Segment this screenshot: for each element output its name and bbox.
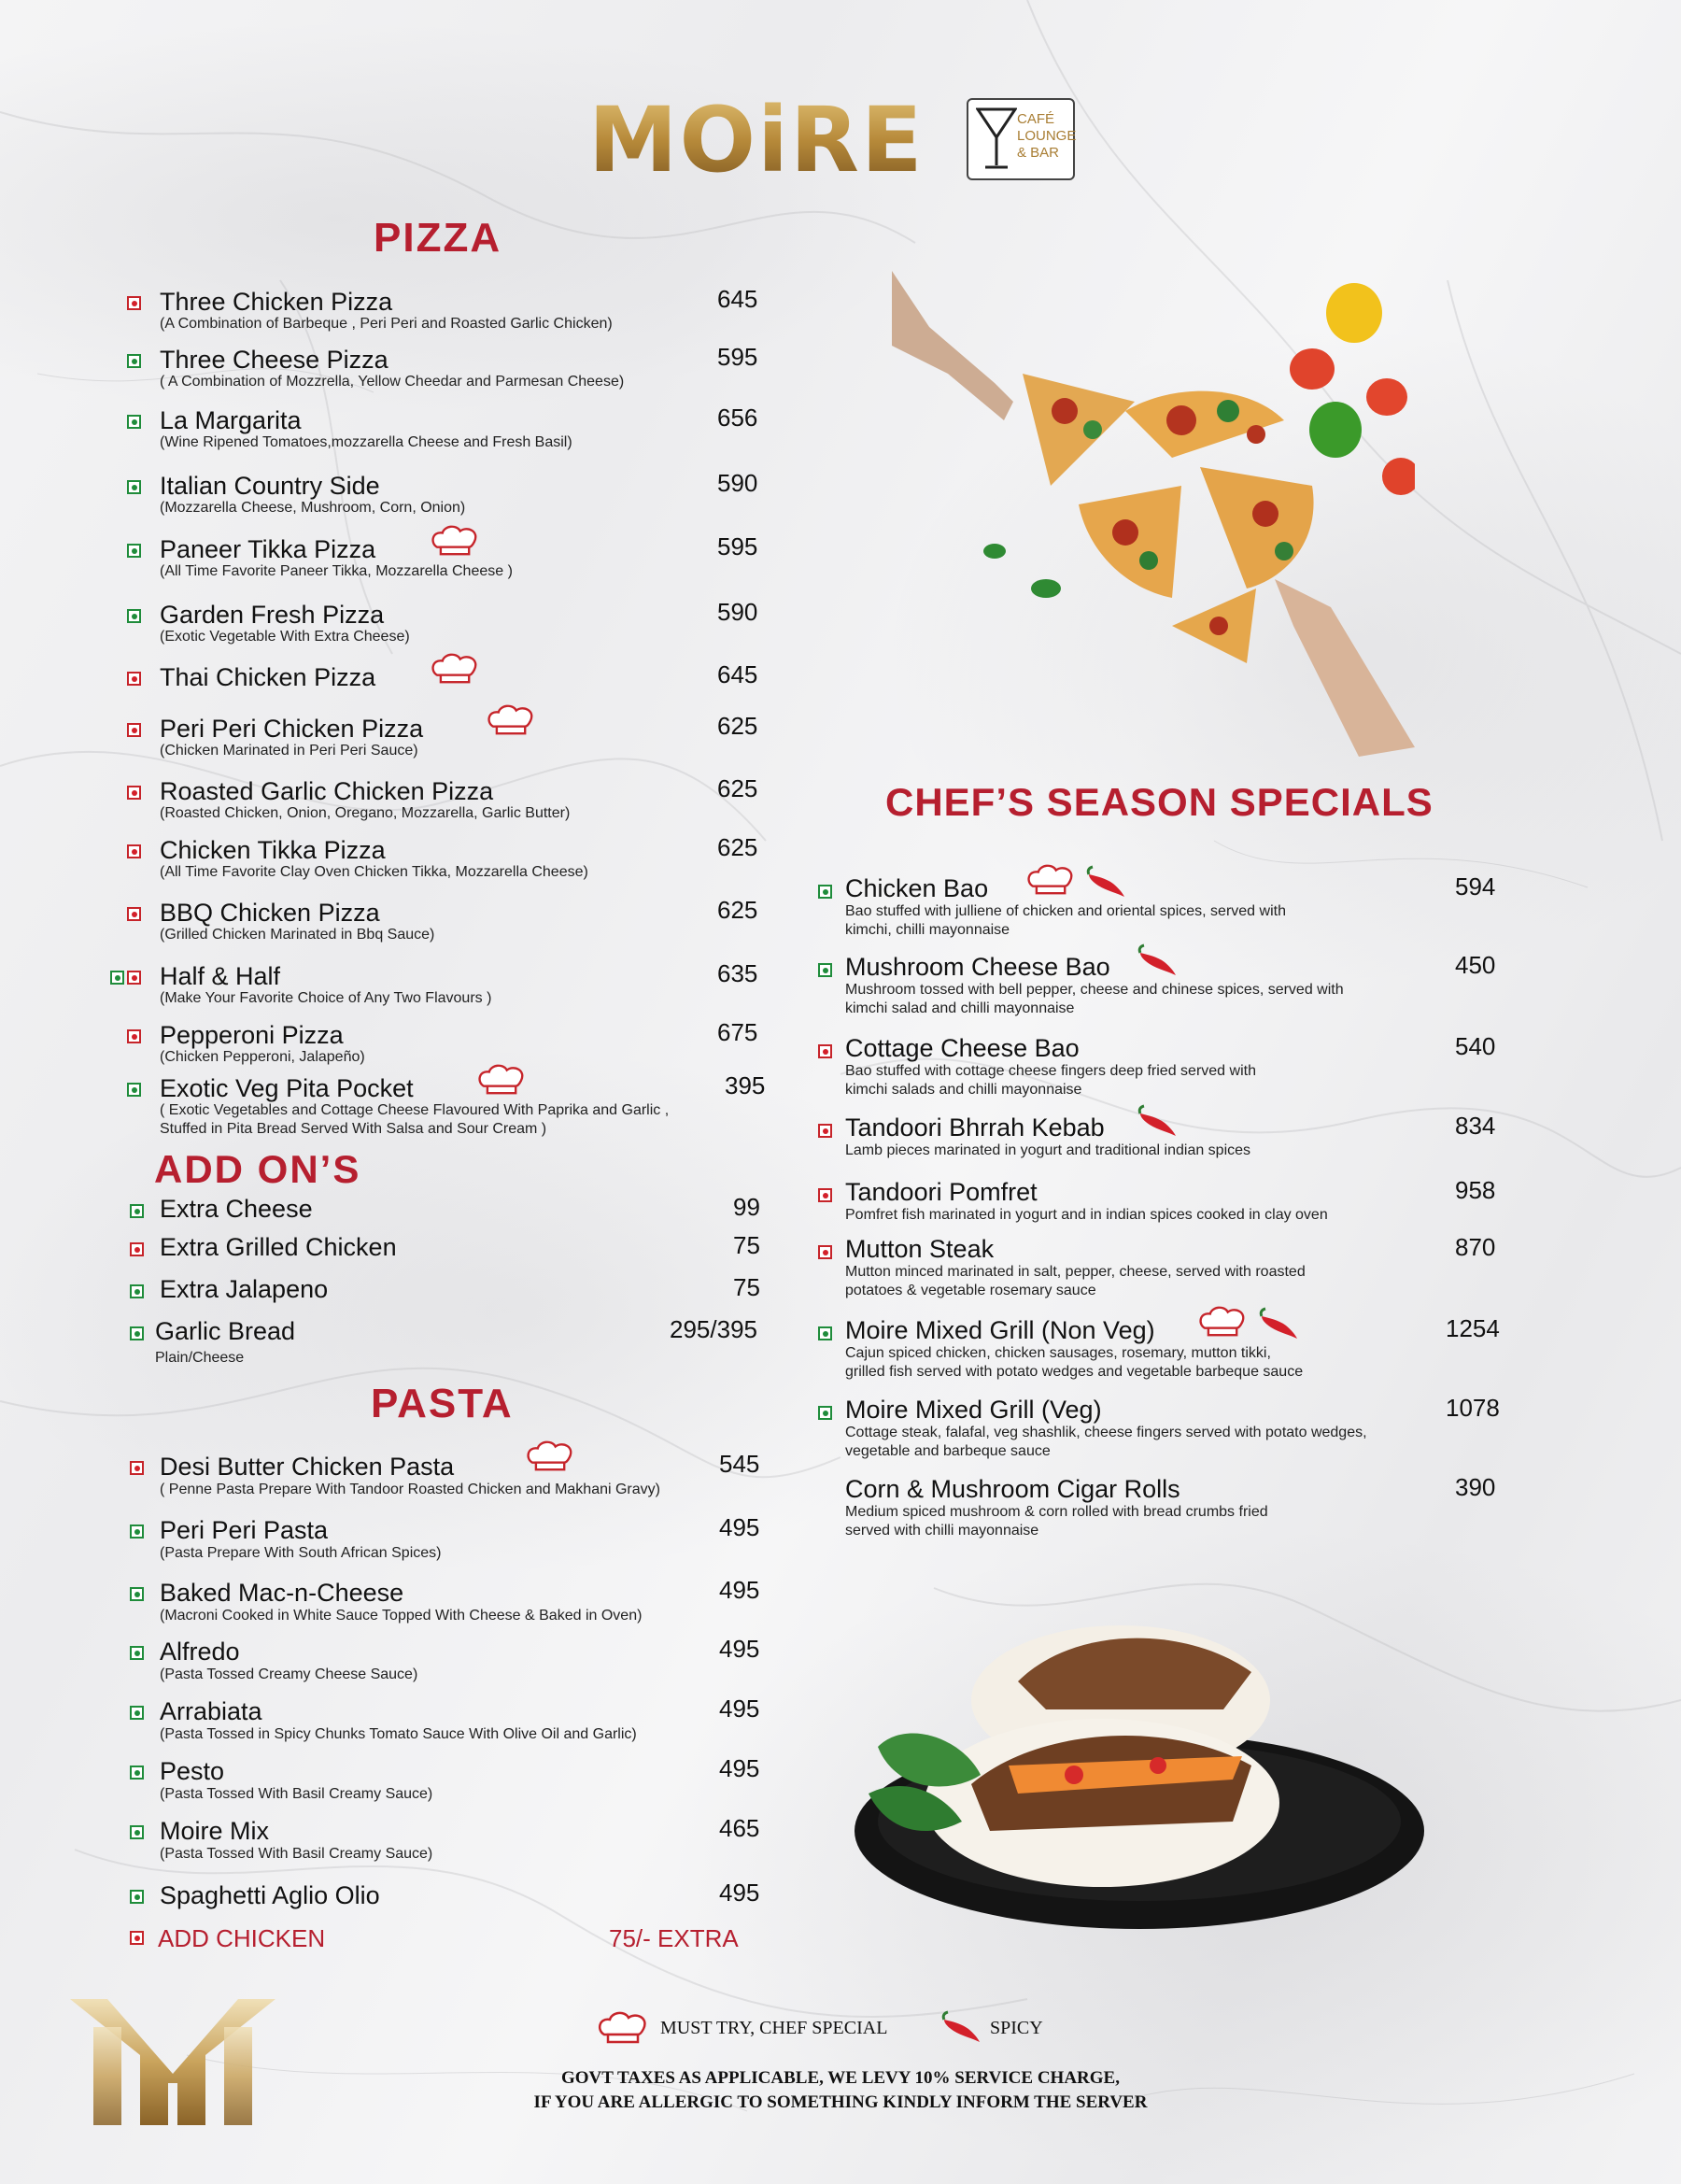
menu-item-name: Pepperoni Pizza xyxy=(160,1021,344,1049)
menu-item-name: Chicken Tikka Pizza xyxy=(160,836,386,864)
special-item-price: 1078 xyxy=(1446,1394,1500,1422)
special-item-description: Medium spiced mushroom & corn rolled with bread crumbs fried served with chilli mayonnaise xyxy=(845,1504,1268,1539)
menu-item-name: Three Cheese Pizza xyxy=(160,346,388,374)
special-item-name: Moire Mixed Grill (Non Veg) xyxy=(845,1316,1155,1344)
brand-tag-cafe: CAFÉ xyxy=(1017,111,1055,127)
chef-hat-icon xyxy=(1197,1305,1250,1339)
special-item-price: 450 xyxy=(1455,951,1496,979)
menu-item-name: Alfredo xyxy=(160,1638,240,1666)
menu-item-description: (Chicken Marinated in Peri Peri Sauce) xyxy=(160,743,418,759)
special-item-price: 594 xyxy=(1455,872,1496,901)
menu-item-price: 495 xyxy=(719,1695,760,1723)
addon-name: Extra Jalapeno xyxy=(160,1275,329,1303)
chef-hat-icon xyxy=(525,1439,577,1473)
nonveg-mark-icon xyxy=(130,1931,144,1945)
special-item-price: 1254 xyxy=(1446,1314,1500,1342)
special-item-name: Corn & Mushroom Cigar Rolls xyxy=(845,1475,1180,1503)
special-item-price: 834 xyxy=(1455,1112,1496,1140)
chili-icon xyxy=(939,2010,983,2044)
special-item-name: Cottage Cheese Bao xyxy=(845,1034,1080,1062)
veg-mark-icon xyxy=(130,1706,144,1720)
special-item-description: Cottage steak, falafal, veg shashlik, cheese fingers served with potato wedges, vegetable and barbeque sauce xyxy=(845,1425,1367,1459)
menu-item-name: BBQ Chicken Pizza xyxy=(160,899,380,927)
bao-photo xyxy=(850,1607,1429,1934)
addon-price: 99 xyxy=(733,1193,760,1221)
veg-mark-icon xyxy=(110,971,124,985)
menu-item-price: 495 xyxy=(719,1879,760,1907)
menu-item-price: 625 xyxy=(717,774,758,802)
nonveg-mark-icon xyxy=(127,1029,141,1043)
addon-price: 75 xyxy=(733,1231,760,1259)
veg-mark-icon xyxy=(818,1326,832,1340)
menu-item-name: Peri Peri Pasta xyxy=(160,1516,329,1544)
menu-item-name: Arrabiata xyxy=(160,1697,262,1725)
special-item-description: Mutton minced marinated in salt, pepper, cheese, served with roasted potatoes & vegetable rosemary sauce xyxy=(845,1264,1306,1298)
veg-mark-icon xyxy=(130,1326,144,1340)
brand-tag-lounge: LOUNGE xyxy=(1017,128,1077,144)
menu-item-name: Peri Peri Chicken Pizza xyxy=(160,715,424,743)
nonveg-mark-icon xyxy=(127,971,141,985)
menu-item-name: Three Chicken Pizza xyxy=(160,288,393,316)
nonveg-mark-icon xyxy=(127,844,141,858)
menu-item-price: 635 xyxy=(717,959,758,987)
menu-item-price: 625 xyxy=(717,896,758,924)
brand-tag-box xyxy=(967,98,1075,180)
special-item-description: Cajun spiced chicken, chicken sausages, rosemary, mutton tikki, grilled fish served with potato wedges and vegetable barbeque sauce xyxy=(845,1345,1304,1380)
special-item-name: Mutton Steak xyxy=(845,1235,995,1263)
menu-item-description: (Pasta Tossed in Spicy Chunks Tomato Sauce With Olive Oil and Garlic) xyxy=(160,1726,637,1742)
menu-item-description: (All Time Favorite Clay Oven Chicken Tikka, Mozzarella Cheese) xyxy=(160,864,588,880)
brand-tag-bar: & BAR xyxy=(1017,145,1060,161)
menu-item-price: 590 xyxy=(717,598,758,626)
footer-tax-note: GOVT TAXES AS APPLICABLE, WE LEVY 10% SERVICE CHARGE, xyxy=(561,2068,1120,2088)
menu-item-price: 595 xyxy=(717,343,758,371)
menu-item-description: (Pasta Tossed With Basil Creamy Sauce) xyxy=(160,1786,433,1802)
special-item-name: Chicken Bao xyxy=(845,874,989,902)
menu-item-name: Baked Mac-n-Cheese xyxy=(160,1579,404,1607)
menu-item-description: (Macroni Cooked in White Sauce Topped With Cheese & Baked in Oven) xyxy=(160,1608,643,1624)
menu-item-price: 465 xyxy=(719,1814,760,1842)
pizza-title: PIZZA xyxy=(374,215,502,261)
chef-hat-icon xyxy=(597,2010,651,2046)
menu-item-name: Garden Fresh Pizza xyxy=(160,601,385,629)
menu-item-description: (A Combination of Barbeque , Peri Peri and Roasted Garlic Chicken) xyxy=(160,316,613,332)
brand-name: MOiRE xyxy=(588,89,925,182)
add-chicken-label: ADD CHICKEN xyxy=(158,1924,326,1952)
menu-item-price: 495 xyxy=(719,1513,760,1541)
veg-mark-icon xyxy=(130,1766,144,1780)
menu-item-name: Half & Half xyxy=(160,962,281,990)
menu-item-name: La Margarita xyxy=(160,406,302,434)
special-item-price: 870 xyxy=(1455,1233,1496,1261)
special-item-price: 540 xyxy=(1455,1032,1496,1060)
veg-mark-icon xyxy=(130,1525,144,1539)
veg-mark-icon xyxy=(127,544,141,558)
menu-item-description: (Pasta Tossed Creamy Cheese Sauce) xyxy=(160,1666,418,1682)
addon-description: Plain/Cheese xyxy=(155,1350,245,1366)
special-item-name: Tandoori Bhrrah Kebab xyxy=(845,1113,1105,1142)
special-item-description: Pomfret fish marinated in yogurt and in indian spices cooked in clay oven xyxy=(845,1207,1328,1223)
menu-item-price: 495 xyxy=(719,1754,760,1782)
menu-item-price: 590 xyxy=(717,469,758,497)
pizza-photo xyxy=(892,271,1415,757)
menu-item-price: 656 xyxy=(717,404,758,432)
veg-mark-icon xyxy=(127,415,141,429)
menu-item-description: (All Time Favorite Paneer Tikka, Mozzarella Cheese ) xyxy=(160,563,513,579)
legend xyxy=(593,2008,1116,2046)
veg-mark-icon xyxy=(130,1646,144,1660)
special-item-description: Bao stuffed with cottage cheese fingers deep fried served with kimchi salads and chilli mayonnaise xyxy=(845,1063,1256,1098)
menu-item-description: (Roasted Chicken, Onion, Oregano, Mozzarella, Garlic Butter) xyxy=(160,805,571,821)
menu-item-price: 495 xyxy=(719,1576,760,1604)
menu-item-name: Thai Chicken Pizza xyxy=(160,663,376,691)
nonveg-mark-icon xyxy=(130,1461,144,1475)
veg-mark-icon xyxy=(127,609,141,623)
menu-item-description: (Pasta Prepare With South African Spices) xyxy=(160,1545,442,1561)
menu-item-description: (Mozzarella Cheese, Mushroom, Corn, Onion) xyxy=(160,500,466,516)
nonveg-mark-icon xyxy=(818,1188,832,1202)
nonveg-mark-icon xyxy=(127,296,141,310)
chefs-specials-title: CHEF’S SEASON SPECIALS xyxy=(885,780,1434,824)
nonveg-mark-icon xyxy=(818,1124,832,1138)
veg-mark-icon xyxy=(130,1587,144,1601)
addon-name: Extra Grilled Chicken xyxy=(160,1233,397,1261)
nonveg-mark-icon xyxy=(130,1242,144,1256)
nonveg-mark-icon xyxy=(818,1044,832,1058)
legend-chef-label: MUST TRY, CHEF SPECIAL xyxy=(660,2018,888,2038)
veg-mark-icon xyxy=(130,1825,144,1839)
add-chicken-price: 75/- EXTRA xyxy=(609,1924,739,1952)
menu-item-name: Italian Country Side xyxy=(160,472,380,500)
menu-item-description: (Make Your Favorite Choice of Any Two Flavours ) xyxy=(160,990,492,1006)
addon-price: 75 xyxy=(733,1273,760,1301)
brand-wordmark xyxy=(588,89,962,182)
veg-mark-icon xyxy=(818,963,832,977)
menu-item-price: 595 xyxy=(717,532,758,560)
menu-item-price: 645 xyxy=(717,660,758,688)
bottom-monogram-logo xyxy=(65,1990,280,2130)
veg-mark-icon xyxy=(130,1204,144,1218)
veg-mark-icon xyxy=(130,1284,144,1298)
chef-hat-icon xyxy=(476,1063,529,1097)
special-item-name: Mushroom Cheese Bao xyxy=(845,953,1110,981)
menu-item-description: ( A Combination of Mozzrella, Yellow Cheedar and Parmesan Cheese) xyxy=(160,374,625,390)
chef-hat-icon xyxy=(430,652,482,686)
chef-hat-icon xyxy=(486,703,538,737)
veg-mark-icon xyxy=(818,1406,832,1420)
menu-item-price: 545 xyxy=(719,1450,760,1478)
footer-allergy-note: IF YOU ARE ALLERGIC TO SOMETHING KINDLY INFORM THE SERVER xyxy=(533,2092,1148,2112)
menu-item-name: Moire Mix xyxy=(160,1817,270,1845)
menu-item-price: 495 xyxy=(719,1635,760,1663)
brand-logo xyxy=(588,89,1077,182)
menu-item-description: (Pasta Tossed With Basil Creamy Sauce) xyxy=(160,1846,433,1862)
veg-mark-icon xyxy=(818,885,832,899)
special-item-description: Lamb pieces marinated in yogurt and traditional indian spices xyxy=(845,1142,1251,1158)
veg-mark-icon xyxy=(127,1083,141,1097)
veg-mark-icon xyxy=(127,354,141,368)
menu-item-description: ( Penne Pasta Prepare With Tandoor Roasted Chicken and Makhani Gravy) xyxy=(160,1482,660,1497)
veg-mark-icon xyxy=(127,480,141,494)
cocktail-glass-icon xyxy=(976,106,1017,173)
special-item-price: 390 xyxy=(1455,1473,1496,1501)
menu-item-name: Roasted Garlic Chicken Pizza xyxy=(160,777,494,805)
nonveg-mark-icon xyxy=(127,786,141,800)
addon-name: Extra Cheese xyxy=(160,1195,313,1223)
addons-title: ADD ON’S xyxy=(154,1147,361,1191)
menu-item-name: Pesto xyxy=(160,1757,225,1785)
menu-item-name: Exotic Veg Pita Pocket xyxy=(160,1074,414,1102)
special-item-name: Tandoori Pomfret xyxy=(845,1178,1038,1206)
chef-hat-icon xyxy=(1025,863,1078,897)
legend-spicy-label: SPICY xyxy=(990,2018,1043,2038)
menu-item-description: ( Exotic Vegetables and Cottage Cheese Flavoured With Paprika and Garlic , Stuffed in Pita Bread Served With Salsa and Sour Cream ) xyxy=(160,1102,670,1137)
pasta-title: PASTA xyxy=(371,1381,514,1426)
addon-price: 295/395 xyxy=(670,1315,757,1343)
special-item-name: Moire Mixed Grill (Veg) xyxy=(845,1396,1102,1424)
menu-item-price: 625 xyxy=(717,833,758,861)
nonveg-mark-icon xyxy=(818,1245,832,1259)
menu-item-price: 645 xyxy=(717,285,758,313)
chef-hat-icon xyxy=(430,524,482,558)
veg-mark-icon xyxy=(130,1890,144,1904)
chili-icon xyxy=(1083,865,1128,899)
menu-item-name: Paneer Tikka Pizza xyxy=(160,535,376,563)
pizza-slices xyxy=(1023,374,1314,663)
special-item-description: Bao stuffed with julliene of chicken and oriental spices, served with kimchi, chilli mayonnaise xyxy=(845,903,1286,938)
menu-item-description: (Exotic Vegetable With Extra Cheese) xyxy=(160,629,410,645)
menu-item-description: (Chicken Pepperoni, Jalapeño) xyxy=(160,1049,365,1065)
menu-item-name: Desi Butter Chicken Pasta xyxy=(160,1453,455,1481)
chili-icon xyxy=(1135,943,1180,977)
menu-item-price: 625 xyxy=(717,712,758,740)
nonveg-mark-icon xyxy=(127,907,141,921)
menu-item-price: 675 xyxy=(717,1018,758,1046)
menu-item-description: (Wine Ripened Tomatoes,mozzarella Cheese and Fresh Basil) xyxy=(160,434,572,450)
special-item-price: 958 xyxy=(1455,1176,1496,1204)
nonveg-mark-icon xyxy=(127,672,141,686)
menu-item-description: (Grilled Chicken Marinated in Bbq Sauce) xyxy=(160,927,435,943)
menu-item-price: 395 xyxy=(725,1071,766,1099)
menu-item-name: Spaghetti Aglio Olio xyxy=(160,1881,380,1909)
addon-name: Garlic Bread xyxy=(155,1317,296,1345)
nonveg-mark-icon xyxy=(127,723,141,737)
chili-icon xyxy=(1256,1307,1301,1340)
chili-icon xyxy=(1135,1104,1180,1138)
special-item-description: Mushroom tossed with bell pepper, cheese and chinese spices, served with kimchi salad and chilli mayonnaise xyxy=(845,982,1344,1016)
